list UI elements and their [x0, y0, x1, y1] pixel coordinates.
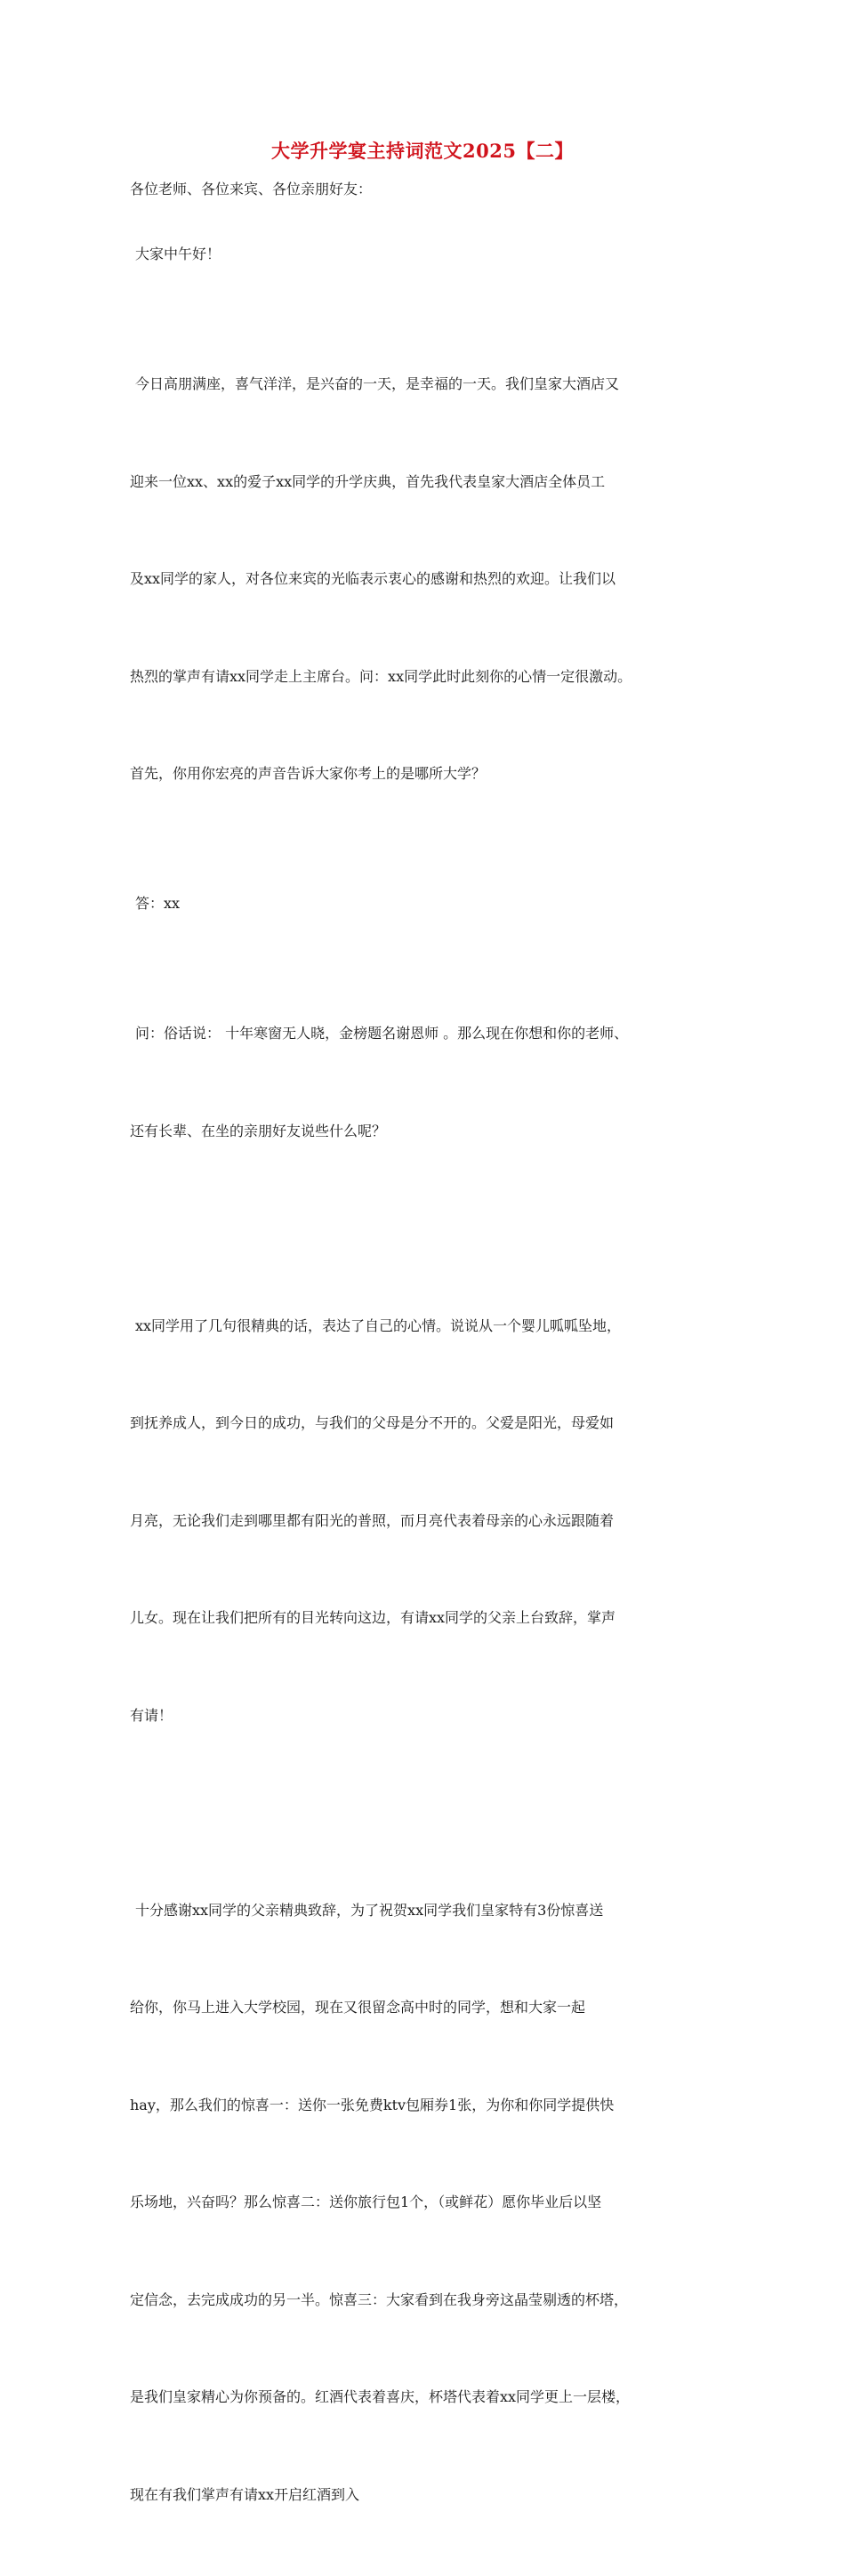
- text-line: 首先，你用你宏亮的声音告诉大家你考上的是哪所大学？: [130, 758, 728, 791]
- text-line: 定信念，去完成成功的另一半。惊喜三：大家看到在我身旁这晶莹剔透的杯塔，: [130, 2284, 728, 2317]
- text-line: 乐场地，兴奋吗？那么惊喜二：送你旅行包1个，（或鲜花）愿你毕业后以坚: [130, 2186, 728, 2219]
- text-line: 十分感谢xx同学的父亲精典致辞，为了祝贺xx同学我们皇家特有3份惊喜送: [130, 1895, 728, 1928]
- text-line: 问：俗话说： 十年寒窗无人晓，金榜题名谢恩师 。那么现在你想和你的老师、: [130, 1018, 728, 1051]
- text-line: 迎来一位xx、xx的爱子xx同学的升学庆典，首先我代表皇家大酒店全体员工: [130, 466, 728, 499]
- document-title: 大学升学宴主持词范文2025【二】: [0, 133, 845, 169]
- document-page: [0, 0, 845, 1195]
- text-line: 给你，你马上进入大学校园，现在又很留念高中时的同学，想和大家一起: [130, 1992, 728, 2025]
- paragraph-gap: [130, 206, 728, 239]
- paragraph-gap: [130, 921, 728, 954]
- paragraph-gap: [130, 1212, 728, 1245]
- text-line: 儿女。现在让我们把所有的目光转向这边，有请xx同学的父亲上台致辞，掌声: [130, 1602, 728, 1635]
- text-line: 热烈的掌声有请xx同学走上主席台。问：xx同学此时此刻你的心情一定很激动。: [130, 661, 728, 694]
- text-line: 现在有我们掌声有请xx开启红酒到入: [130, 2479, 728, 2512]
- paragraph-gap: [130, 271, 728, 304]
- greeting: 大家中午好！: [130, 238, 728, 271]
- paragraph-surprises: [130, 1830, 728, 2576]
- text-line: 还有长辈、在坐的亲朋好友说些什么呢？: [130, 1115, 728, 1148]
- salutation: 各位老师、各位来宾、各位亲朋好友：: [130, 173, 728, 206]
- text-line: 有请！: [130, 1700, 728, 1733]
- paragraph-gap: [130, 856, 728, 889]
- paragraph-opening: [130, 303, 728, 856]
- answer-line: 答：xx: [130, 888, 728, 921]
- paragraph-gap: [130, 1797, 728, 1830]
- text-line: 到抚养成人，到今日的成功，与我们的父母是分不开的。父爱是阳光，母爱如: [130, 1407, 728, 1440]
- text-line: xx同学用了几句很精典的话，表达了自己的心情。说说从一个婴儿呱呱坠地，: [130, 1310, 728, 1343]
- paragraph-question: [130, 953, 728, 1212]
- text-line: 及xx同学的家人，对各位来宾的光临表示衷心的感谢和热烈的欢迎。让我们以: [130, 563, 728, 596]
- text-line: 今日高朋满座，喜气洋洋，是兴奋的一天，是幸福的一天。我们皇家大酒店又: [130, 368, 728, 401]
- text-line: 月亮，无论我们走到哪里都有阳光的普照，而月亮代表着母亲的心永远跟随着: [130, 1505, 728, 1538]
- paragraph-parents: [130, 1245, 728, 1798]
- document-body: [130, 173, 728, 2576]
- text-line: hay，那么我们的惊喜一：送你一张免费ktv包厢券1张，为你和你同学提供快: [130, 2089, 728, 2122]
- text-line: 是我们皇家精心为你预备的。红酒代表着喜庆，杯塔代表着xx同学更上一层楼，: [130, 2381, 728, 2414]
